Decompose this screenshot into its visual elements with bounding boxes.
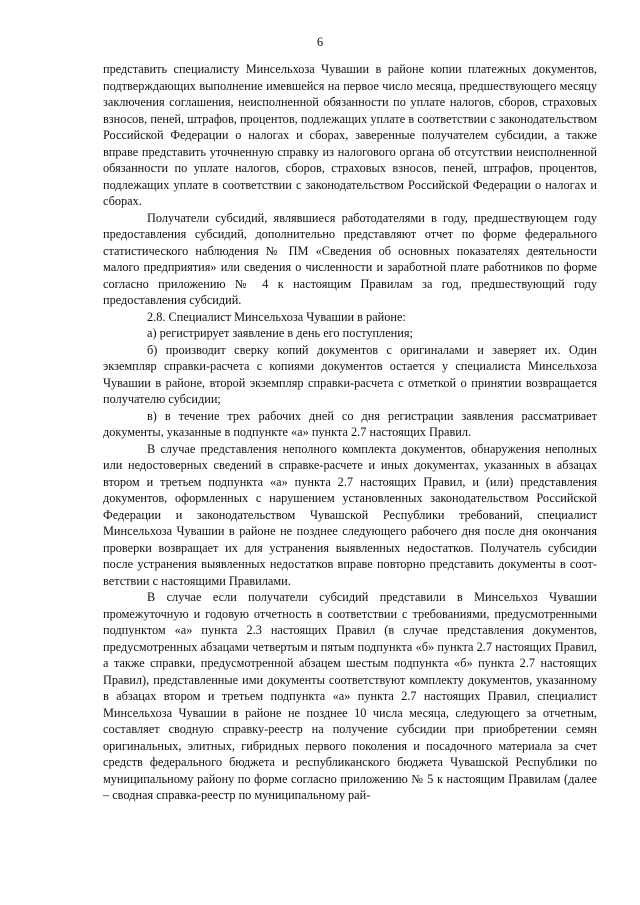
page-number: 6 xyxy=(316,35,324,49)
paragraph-item-a: а) регистрирует заявление в день его поступления; xyxy=(147,326,413,340)
paragraph-incomplete-docs: В случае представления неполного комплекта документов, обнаружения неполных или недостоверных сведений в справке-расчете и иных документах, указанных в абзацах втором и третьем подпункта «а» пункта 2.7 настоящих Правил, и (или) представления документов, оформленных с нарушением установленных законодательством Российской Федерации и законодательством Чувашской Республики требований, специалист Минсельхоза Чувашии в районе не позднее следующего рабочего дня после дня окончания проверки возвращает их для устранения выявленных недостатков. Получатель субсидии после устранения выявленных недостатков вправе повторно представить документы в соответствии с настоящими Правилами. xyxy=(103,441,597,588)
paragraph-employers-report: Получатели субсидий, являвшиеся работодателями в году, предшествующем году предоставления субсидий, дополнительно представляют отчет по форме федерального статистического наблюдения № ПМ «Сведения об основных показателях деятельности малого предприятия» или сведения о численности и заработной плате работников по форме согласно приложению № 4 к настоящим Правилам за год, предшествующий году предоставления субсидий. xyxy=(103,210,597,307)
body-text xyxy=(103,61,597,804)
paragraph-reporting: В случае если получатели субсидий представили в Минсельхоз Чувашии промежуточную и годовую отчетность в соответствии с требованиями, предусмотренными подпунктом «а» пункта 2.3 настоящих Правил (в случае представления документов, предусмотренных абзацами четвертым и пятым подпункта «б» пункта 2.7 настоящих Правил, а также справки, предусмотренной абзацем шестым подпункта «б» пункта 2.7 настоящих Правил), представленные ими документы соответствуют комплекту документов, указанному в абзацах втором и третьем подпункта «а» пункта 2.7 настоящих Правил, специалист Минсельхоза Чувашии в районе не позднее 10 числа месяца, следующего за отчетным, составляет сводную справку-реестр на получение субсидии при приобретении семян оригинальных, элитных, гибридных первого поколения и посадочного материала за счет средств федерального бюджета и республиканского бюджета Чувашской Республики по муниципальному району по форме согласно приложению № 5 к настоящим Правилам (далее – сводная справка-реестр по муниципальному рай- xyxy=(103,590,597,802)
paragraph-item-2-8: 2.8. Специалист Минсельхоза Чувашии в районе: xyxy=(147,309,406,324)
paragraph-item-b: б) производит сверку копий документов с оригиналами и заверяет их. Один экземпляр справки-расчета с копиями документов остается у специалиста Минсельхоза Чувашии в районе, второй экземпляр справки-расчета с отметкой о принятии возвращается получателю субсидии; xyxy=(103,342,597,406)
paragraph-item-v: в) в течение трех рабочих дней со дня регистрации заявления рассматривает документы, указанные в подпункте «а» пункта 2.7 настоящих Правил. xyxy=(103,408,597,439)
paragraph-continuation: представить специалисту Минсельхоза Чувашии в районе копии платежных документов, подтверждающих выполнение имевшейся на первое число месяца, предшествующего месяцу заключения соглашения, неисполненной обязанности по уплате налогов, сборов, страховых взносов, пеней, штрафов, процентов, подлежащих уплате в соответствии с законодательством Российской Федерации о налогах и сборах, заверенные получателем субсидии, а также вправе представить уточненную справку из налогового органа об отсутствии неисполненной обязанности по уплате налогов, сборов, страховых взносов, пеней, штрафов, процентов, подлежащих уплате в соответствии с законодательством Российской Федерации о налогах и сборах. xyxy=(103,62,597,208)
